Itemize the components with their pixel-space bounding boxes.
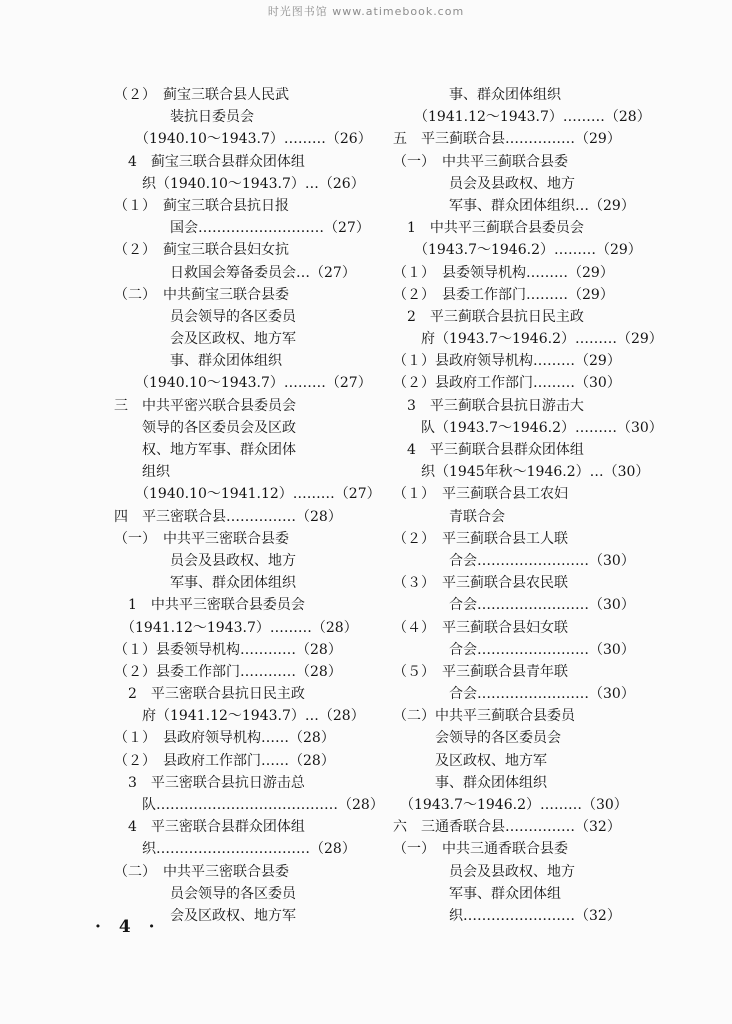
toc-line: 织……………………………（28） (114, 841, 356, 858)
toc-line: （１）县政府领导机构………（29） (393, 353, 621, 370)
toc-line: （１） 县委领导机构………（29） (393, 264, 614, 281)
toc-line: 五 平三蓟联合县……………（29） (393, 131, 621, 148)
toc-line: （一） 中共平三密联合县委 (114, 530, 289, 547)
toc-line: 队…………………………………（28） (114, 797, 384, 813)
toc-line: 合会……………………（30） (393, 641, 635, 658)
toc-line: 装抗日委员会 (114, 109, 254, 126)
toc-line: 三 中共平密兴联合县委员会 (114, 397, 296, 414)
watermark: 时光图书馆 www.atimebook.com (267, 5, 465, 18)
toc-right-column (393, 84, 663, 927)
toc-line: 2 平三密联合县抗日民主政 (114, 686, 305, 703)
toc-line: 织（1940.10～1943.7）…（26） (114, 175, 365, 192)
toc-line: 3 平三密联合县抗日游击总 (114, 774, 305, 791)
toc-line: （３） 平三蓟联合县农民联 (393, 575, 568, 592)
toc-line: （１） 平三蓟联合县工农妇 (393, 486, 568, 503)
toc-line: 员会及县政权、地方 (393, 863, 575, 880)
toc-line: 3 平三蓟联合县抗日游击大 (393, 397, 584, 414)
toc-line: 织……………………（32） (393, 907, 621, 924)
toc-line: 国会………………………（27） (114, 220, 370, 237)
toc-line: 日救国会筹备委员会…（27） (114, 264, 356, 281)
toc-line: （一） 中共平三蓟联合县委 (393, 153, 568, 170)
toc-line: 六 三通香联合县……………（32） (393, 819, 621, 836)
toc-line: （２） 县委工作部门………（29） (393, 286, 614, 303)
toc-line: 队（1943.7～1946.2）………（30） (393, 419, 663, 436)
toc-line: 府（1943.7～1946.2）………（29） (393, 331, 663, 348)
toc-line: 4 平三密联合县群众团体组 (114, 819, 305, 836)
toc-line: 青联合会 (393, 508, 505, 525)
toc-line: 及区政权、地方军 (393, 752, 547, 769)
toc-line: （1940.10～1941.12）………（27） (114, 486, 381, 503)
toc-line: 1 中共平三密联合县委员会 (114, 597, 305, 614)
toc-line: （1941.12～1943.7）………（28） (114, 619, 358, 636)
toc-line: 军事、群众团体组织 (114, 575, 296, 592)
toc-line: （４） 平三蓟联合县妇女联 (393, 619, 568, 636)
toc-line: 权、地方军事、群众团体 (114, 442, 296, 458)
toc-line: 员会领导的各区委员 (114, 308, 296, 325)
toc-line: 1 中共平三蓟联合县委员会 (393, 220, 584, 237)
toc-line: （1943.7～1946.2）………（29） (393, 242, 642, 259)
toc-line: 军事、群众团体组织…（29） (393, 197, 635, 214)
toc-line: （２）县政府工作部门………（30） (393, 375, 621, 392)
toc-line: （１） 蓟宝三联合县抗日报 (114, 197, 289, 214)
toc-line: 四 平三密联合县……………（28） (114, 508, 342, 525)
toc-line: 2 平三蓟联合县抗日民主政 (393, 308, 584, 325)
toc-line: 事、群众团体组织 (114, 353, 282, 370)
toc-line: 员会及县政权、地方 (393, 175, 575, 192)
toc-line: （二） 中共平三密联合县委 (114, 863, 289, 880)
page-number: · 4 · (95, 917, 161, 937)
toc-line: 事、群众团体组织 (393, 87, 561, 103)
toc-line: 员会及县政权、地方 (114, 552, 296, 569)
toc-line: （１）县委领导机构…………（28） (114, 641, 342, 658)
toc-line: （1940.10～1943.7）………（26） (114, 131, 372, 148)
toc-line: （1943.7～1946.2）………（30） (393, 797, 628, 813)
toc-line: 合会……………………（30） (393, 686, 635, 703)
toc-line: （２） 蓟宝三联合县妇女抗 (114, 242, 289, 259)
toc-line: （二）中共平三蓟联合县委员 (393, 708, 575, 725)
toc-line: 4 蓟宝三联合县群众团体组 (114, 153, 305, 170)
toc-line: 会及区政权、地方军 (114, 331, 296, 348)
toc-line: 组织 (114, 464, 170, 481)
toc-line: （２）县委工作部门…………（28） (114, 663, 342, 680)
toc-line: （1941.12～1943.7）………（28） (393, 109, 651, 126)
toc-line: 会领导的各区委员会 (393, 730, 561, 747)
toc-line: （５） 平三蓟联合县青年联 (393, 663, 568, 680)
toc-line: （二） 中共蓟宝三联合县委 (114, 286, 289, 303)
toc-line: 合会……………………（30） (393, 597, 635, 614)
toc-line: 合会……………………（30） (393, 552, 635, 569)
toc-line: 4 平三蓟联合县群众团体组 (393, 442, 584, 458)
toc-line: （一） 中共三通香联合县委 (393, 841, 568, 858)
toc-line: 员会领导的各区委员 (114, 885, 296, 902)
toc-left-column (114, 84, 384, 927)
toc-line: 织（1945年秋～1946.2）…（30） (393, 464, 650, 481)
toc-line: （１） 县政府领导机构……（28） (114, 730, 335, 747)
toc-line: 领导的各区委员会及区政 (114, 419, 296, 436)
toc-line: （1940.10～1943.7）………（27） (114, 375, 372, 392)
toc-line: 事、群众团体组织 (393, 774, 547, 791)
toc-line: 会及区政权、地方军 (114, 907, 296, 924)
toc-line: （２） 县政府工作部门……（28） (114, 752, 335, 769)
toc-line: 军事、群众团体组 (393, 885, 561, 902)
toc-line: （２） 平三蓟联合县工人联 (393, 530, 568, 547)
toc-line: （２） 蓟宝三联合县人民武 (114, 87, 289, 103)
toc-line: 府（1941.12～1943.7）…（28） (114, 708, 365, 725)
